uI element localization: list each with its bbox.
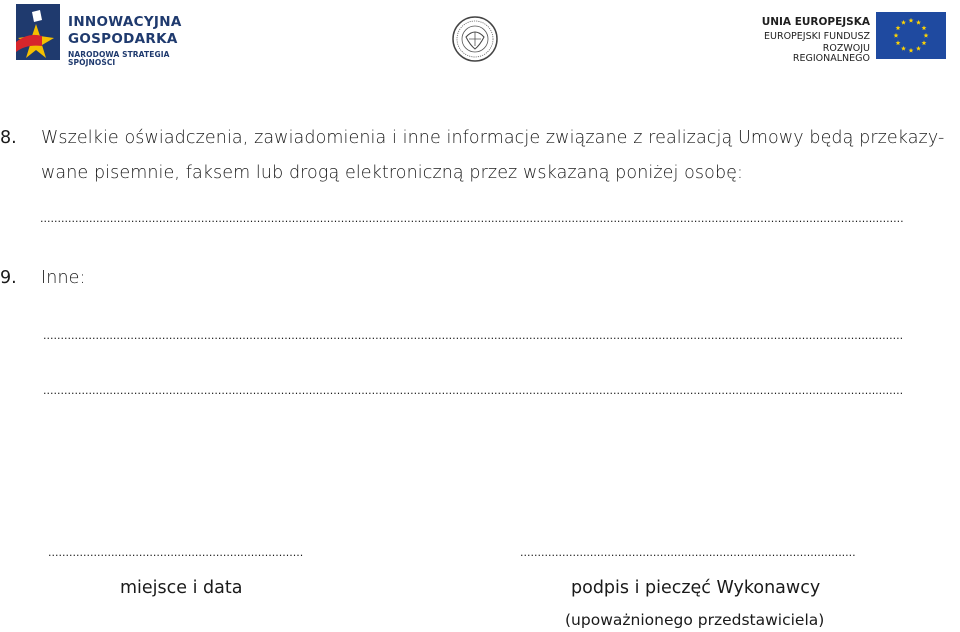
- eu-fund-logo: [745, 12, 950, 62]
- contractor-signature-fill-line: ................................................................................................: [520, 547, 856, 559]
- ig-logo-line2: GOSPODARKA: [68, 30, 178, 47]
- place-date-label: miejsce i data: [120, 578, 243, 598]
- section-8-line2: wane pisemnie, faksem lub drogą elektroniczną przez wskazaną poniżej osobę:: [41, 163, 744, 183]
- section-8-fill-line: .......................................................................................................................................................................................................................................................: [40, 213, 904, 225]
- section-9-label: Inne:: [41, 268, 86, 288]
- contractor-signature-label: podpis i pieczęć Wykonawcy: [571, 578, 821, 598]
- section-8-line1: Wszelkie oświadczenia, zawiadomienia i inne informacje związane z realizacją Umowy będą przekazy-: [41, 128, 945, 148]
- institution-seal-logo: [450, 15, 500, 63]
- section-9-fill-line2: ......................................................................................................................................................................................................................................................: [43, 385, 904, 397]
- eu-flag-icon: [876, 12, 946, 59]
- place-date-fill-line: .........................................................................: [48, 547, 304, 559]
- eu-logo-line1: UNIA EUROPEJSKA: [761, 16, 870, 28]
- contractor-representative-label: (upoważnionego przedstawiciela): [565, 611, 825, 629]
- section-8-number: 8.: [0, 128, 17, 148]
- eu-logo-line3: ROZWOJU REGIONALNEGO: [792, 43, 870, 64]
- innowacyjna-gospodarka-logo: [12, 2, 212, 67]
- ig-star-icon: [12, 2, 64, 64]
- section-9-fill-line1: ......................................................................................................................................................................................................................................................: [43, 330, 904, 342]
- eu-logo-line2: EUROPEJSKI FUNDUSZ: [764, 30, 870, 42]
- ig-logo-line3: NARODOWA STRATEGIA SPÓJNOŚCI: [68, 50, 170, 67]
- seal-emblem-icon: [450, 15, 500, 63]
- ig-logo-line1: INNOWACYJNA: [68, 14, 182, 30]
- section-9-number: 9.: [0, 268, 17, 288]
